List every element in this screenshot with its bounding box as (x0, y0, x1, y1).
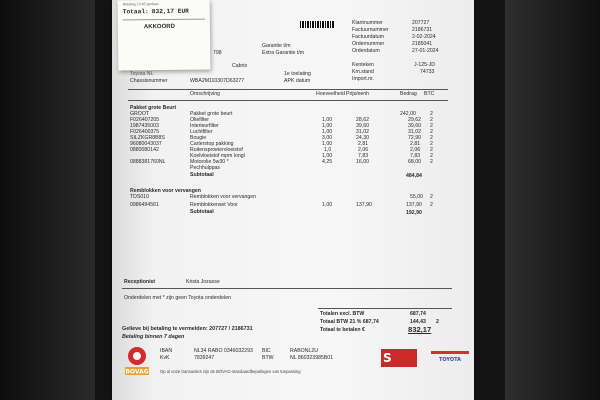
row-desc: Oliefilter (190, 117, 210, 123)
row-qty: 1,00 (322, 141, 333, 147)
background-left (0, 0, 95, 400)
table-top-rule (128, 89, 448, 90)
row-qty: 3,00 (322, 135, 333, 141)
factuurnummer-value: 2186731 (412, 27, 433, 33)
col-omschrijving: Omschrijving (190, 91, 220, 97)
receipt-header: Betaling 13:45 gedaan (122, 2, 159, 7)
row-code: 1987435003 (130, 123, 159, 129)
col-btw: BTC (424, 91, 435, 97)
totals-incl-label: Totaal te betalen € (320, 327, 365, 333)
col-prijs: Prijs/eenh (346, 91, 370, 97)
row-amount: 2,81 (410, 141, 421, 147)
row-amount: 72,90 (408, 135, 421, 141)
row-desc: Koelvloeistof mpm longl (190, 153, 245, 159)
kmstand-value: 74733 (420, 69, 435, 75)
payment-term: Betaling binnen 7 dagen (122, 334, 185, 340)
col-hoeveelheid: Hoeveelheid (316, 91, 345, 97)
row-code: 0986494561 (130, 202, 159, 208)
extra-garantie-label: Extra Garantie t/m (262, 50, 305, 56)
row-price: 7,83 (358, 153, 369, 159)
bovag-text: BOVAG (125, 368, 149, 376)
receptionist-rule (122, 288, 452, 289)
row-code: SILZKGR8B8S (130, 135, 165, 141)
subtotal1-value: 484,84 (406, 173, 422, 179)
section2-amount: 55,00 (410, 194, 423, 200)
receipt-total-label: Totaal: (122, 8, 149, 16)
model-value: Cabrio (232, 63, 248, 69)
table-header-rule (128, 100, 448, 101)
totals-incl-value: 832,17 (408, 325, 432, 334)
section2-code: TDS010 (130, 194, 150, 200)
klantnummer-label: Klantnummer (352, 20, 383, 26)
factuurdatum-label: Factuurdatum (352, 34, 385, 40)
row-btw: 2 (430, 147, 433, 153)
row-price: 137,90 (356, 202, 372, 208)
receptionist-label: Receptionist (124, 279, 156, 285)
totals-btw-label: Totaal BTW 21 % 687,74 (320, 319, 379, 325)
payment-receipt (118, 0, 211, 70)
ordernummer-label: Ordernummer (352, 41, 385, 47)
receptionist-name: Krista Jozasse (186, 279, 220, 285)
row-amount: 68,00 (408, 159, 421, 165)
row-qty: 4,25 (322, 159, 333, 165)
row-price: 39,60 (356, 123, 369, 129)
col-bedrag: Bedrag (400, 91, 417, 97)
garantie-label: Garantie t/m (262, 43, 291, 49)
row-btw: 2 (430, 141, 433, 147)
row-qty: 1,00 (322, 129, 333, 135)
kenteken-value: J-125-JD (414, 62, 436, 68)
orderdatum-label: Orderdatum (352, 48, 380, 54)
row-price: 2,06 (358, 147, 369, 153)
section1-desc: Pakket grote beurt (190, 111, 233, 117)
totals-excl-label: Totalen excl. BTW (320, 311, 365, 317)
section1-code: GROOT (130, 111, 150, 117)
payment-reference: Gelieve bij betaling te vermelden: 207727 / 2186731 (122, 326, 253, 332)
row-price: 24,30 (356, 135, 369, 141)
row-qty: 1,00 (322, 202, 333, 208)
subtotal1-label: Subtotaal (190, 172, 214, 178)
row-desc: Remblokkenset Voor (190, 202, 238, 208)
row-code: 0888381760NL (130, 159, 166, 165)
section2-title: Remblokken voor vervangen (130, 188, 201, 194)
orderdatum-value: 27-01-2024 (412, 48, 439, 54)
totals-btw-code: 2 (436, 319, 439, 325)
btw-value: NL 860323985B01 (290, 355, 334, 361)
subtotal2-label: Subtotaal (190, 209, 214, 215)
row-amount: 137,90 (406, 202, 422, 208)
receipt-total-value: 832,17 EUR (151, 7, 189, 16)
row-code: F026407205 (130, 117, 160, 123)
toyota-logo-text: TOYOTA (438, 357, 462, 363)
row-price: 31,02 (356, 129, 369, 135)
row-price: 28,62 (356, 117, 369, 123)
totals-btw-value: 144,43 (410, 319, 426, 325)
row-desc: Carterstop pakking (190, 141, 234, 147)
row-amount: 7,83 (410, 153, 421, 159)
bovag-circle-inner (133, 352, 141, 360)
section1-btw: 2 (430, 111, 433, 117)
row-amount: 39,60 (408, 123, 421, 129)
klantnummer-value: 207727 (412, 20, 430, 26)
row-qty: 1,0 (324, 147, 332, 153)
row-code: 0880080142 (130, 147, 159, 153)
row-price: 2,81 (358, 141, 369, 147)
row-desc: Bougie (190, 135, 207, 141)
section1-amount: 242,00 (400, 111, 416, 117)
kenteken-label: Kenteken (352, 62, 374, 68)
row-desc: Luchtfilter (190, 129, 213, 135)
toyota-logo (431, 351, 469, 363)
row-desc: Motorolie 5w30 * (190, 159, 229, 165)
iban-value: NL34 RABO 0346032293 (194, 348, 253, 354)
ordernummer-value: 2185041 (412, 41, 433, 47)
parts-note: Onderdelen met * zijn geen Toyota onderdelen (124, 295, 231, 301)
kvk-value: 7839247 (194, 355, 215, 361)
row-code: F026400375 (130, 129, 160, 135)
row-price: 16,00 (356, 159, 369, 165)
row-amount: 29,62 (408, 117, 421, 123)
bovag-logo (124, 346, 150, 376)
bic-label: BIC (262, 348, 271, 354)
kvk-label: KvK (160, 355, 170, 361)
btw-label: BTW (262, 355, 274, 361)
receipt-status: AKKOORD (143, 23, 175, 31)
row-btw: 2 (430, 129, 433, 135)
row-btw: 2 (430, 135, 433, 141)
row-btw: 2 (430, 153, 433, 159)
subtotal2-value: 192,90 (406, 210, 422, 216)
toelating-label: 1e toelating (284, 71, 311, 77)
totals-top-rule (318, 308, 452, 309)
merk-value: Toyota NL (130, 71, 154, 77)
chassis-label: Chassisnummer (130, 78, 168, 84)
section2-btw: 2 (430, 194, 433, 200)
background-right (505, 0, 600, 400)
row-desc: Interieurfilter (190, 123, 219, 129)
s-logo-text: S (383, 351, 392, 365)
totals-excl-value: 687,74 (410, 311, 426, 317)
row-btw: 2 (430, 159, 433, 165)
bic-value: RABONL2U (290, 348, 318, 354)
conditions-text: Op al onze transacties zijn de BOVAG-standaardbepalingen van toepassing (160, 369, 301, 374)
import-label: Import.nr. (352, 76, 374, 82)
row-btw: 2 (430, 117, 433, 123)
row-code: 96080043037 (130, 141, 162, 147)
chassis-value: WBA2M110307D63277 (190, 78, 245, 84)
factuurnummer-label: Factuurnummer (352, 27, 389, 33)
factuurdatum-value: 2-02-2024 (412, 34, 436, 40)
row-amount: 2,06 (410, 147, 421, 153)
row-amount: 31,02 (408, 129, 421, 135)
apk-label: APK datum (284, 78, 311, 84)
row-desc: Pechhulppas (190, 165, 220, 171)
row-qty: 1,00 (322, 117, 333, 123)
kmstand-label: Km.stand (352, 69, 374, 75)
section1-title: Pakket grote Beurt (130, 105, 177, 111)
toyota-logo-bar (431, 351, 469, 354)
row-desc: Ruitensproeiervloeistof (190, 147, 243, 153)
model-fragment: 798 (213, 50, 222, 56)
row-qty: 1,00 (322, 123, 333, 129)
row-btw: 2 (430, 123, 433, 129)
row-qty: 1,00 (322, 153, 333, 159)
iban-label: IBAN (160, 348, 173, 354)
row-btw: 2 (430, 202, 433, 208)
section2-desc: Remblokken voor vervangen (190, 194, 257, 200)
receipt-divider (123, 19, 205, 20)
s-logo (381, 349, 417, 367)
barcode (300, 21, 334, 28)
